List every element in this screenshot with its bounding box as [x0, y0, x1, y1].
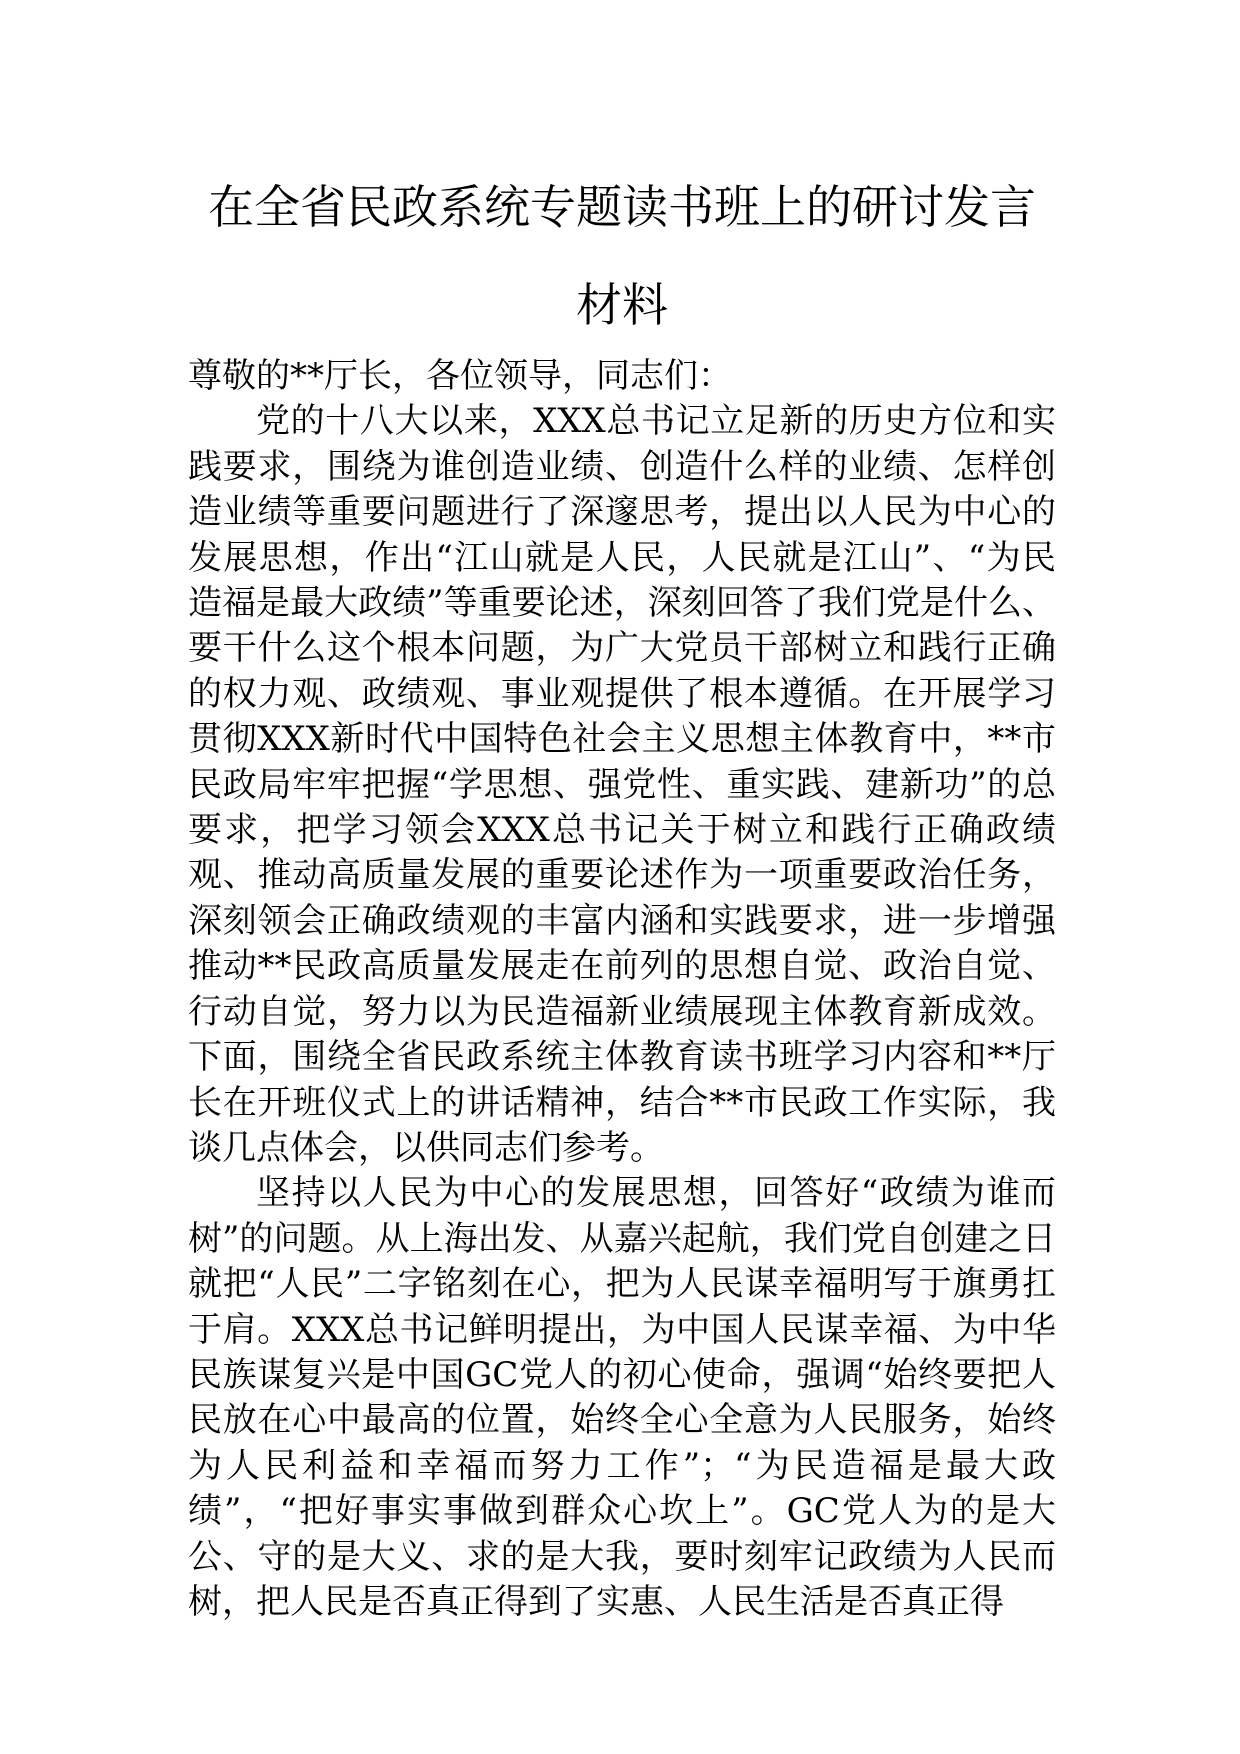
salutation: 尊敬的**厅长，各位领导，同志们：	[188, 356, 732, 396]
title-line-2: 材料	[576, 278, 668, 332]
document-page	[188, 158, 1056, 1625]
paragraph-2: 坚持以人民为中心的发展思想，回答好“政绩为谁而树”的问题。从上海出发、从嘉兴起航，我们党自创建之日就把“人民”二字铭刻在心，把为人民谋幸福明写于旗勇扛于肩。XXX总书记鲜明提出，为中国人民谋幸福、为中华民族谋复兴是中国GC党人的初心使命，强调“始终要把人民放在心中最高的位置，始终全心全意为人民服务，始终为人民利益和幸福而努力工作”；“为民造福是最大政绩”，“把好事实事做到群众心坎上”。GC党人为的是大公、守的是大义、求的是大我，要时刻牢记政绩为人民而树，把人民是否真正得到了实惠、人民生活是否真正得	[188, 1173, 1056, 1622]
title-line-1: 在全省民政系统专题读书班上的研讨发言	[208, 180, 1036, 234]
document-title	[188, 158, 1056, 354]
paragraph-1: 党的十八大以来，XXX总书记立足新的历史方位和实践要求，围绕为谁创造业绩、创造什么样的业绩、怎样创造业绩等重要问题进行了深邃思考，提出以人民为中心的发展思想，作出“江山就是人民，人民就是江山”、“为民造福是最大政绩”等重要论述，深刻回答了我们党是什么、要干什么这个根本问题，为广大党员干部树立和践行正确的权力观、政绩观、事业观提供了根本遵循。在开展学习贯彻XXX新时代中国特色社会主义思想主体教育中，**市民政局牢牢把握“学思想、强党性、重实践、建新功”的总要求，把学习领会XXX总书记关于树立和践行正确政绩观、推动高质量发展的重要论述作为一项重要政治任务，深刻领会正确政绩观的丰富内涵和实践要求，进一步增强推动**民政高质量发展走在前列的思想自觉、政治自觉、行动自觉，努力以为民造福新业绩展现主体教育新成效。下面，围绕全省民政系统主体教育读书班学习内容和**厅长在开班仪式上的讲话精神，结合**市民政工作实际，我谈几点体会，以供同志们参考。	[188, 401, 1056, 1168]
document-body	[188, 354, 1056, 1625]
